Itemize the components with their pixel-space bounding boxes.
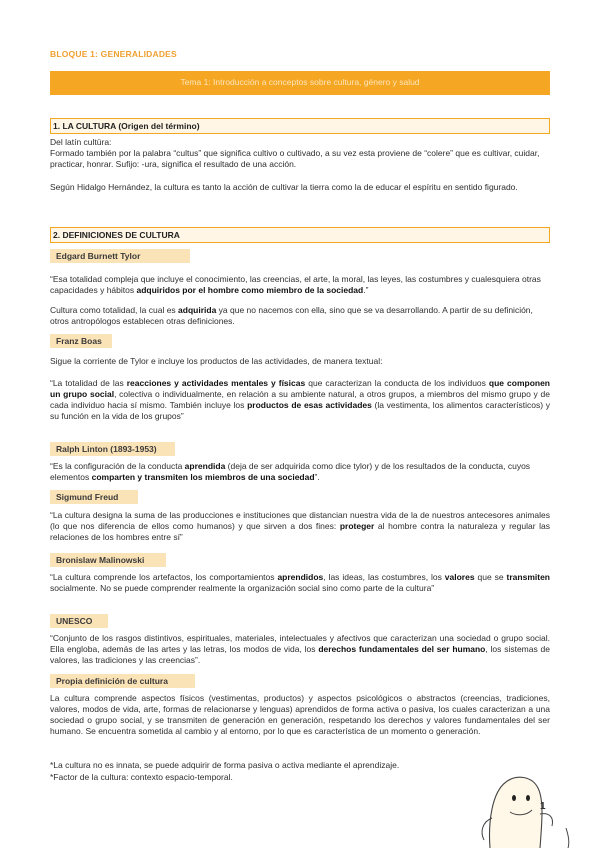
quote-freud — [50, 510, 550, 543]
quote-bold: aprendida — [184, 461, 226, 471]
etymology-text: Formado también por la palabra “cultus” que significa cultivo o cultivado, a su vez esta proviene de “colere” que es cultivar, cuidar, practicar, honrar. Sufijo: -ura, significa el resultado de una acción. — [50, 148, 540, 169]
ghost-doodle-icon — [470, 752, 590, 848]
quote-boas — [50, 378, 550, 422]
quote-linton — [50, 461, 550, 483]
subheading-propia — [50, 674, 195, 688]
quote-malinowski — [50, 572, 550, 594]
subheading-text: Sigmund Freud — [56, 492, 119, 502]
note-factor: *Factor de la cultura: contexto espacio-temporal. — [50, 772, 233, 782]
quote-bold: reacciones y actividades mentales y físicas — [126, 378, 306, 388]
quote-bold: comparten y transmiten los miembros de una sociedad — [91, 472, 315, 482]
subheading-text: Edgard Burnett Tylor — [56, 251, 141, 261]
paragraph-hidalgo: Según Hidalgo Hernández, la cultura es tanto la acción de cultivar la tierra como la de educar el espíritu en sentido figurado. — [50, 182, 518, 192]
quote-text: “Es la configuración de la conducta — [50, 461, 185, 471]
quote-text: (la vestimenta, los alimentos característicos) y su función en la vida de los grupos” — [50, 400, 550, 421]
para-bold: adquirida — [178, 305, 217, 315]
quote-text: “La cultura comprende los artefactos, los comportamientos — [50, 572, 278, 582]
subheading-text: UNESCO — [56, 616, 93, 626]
section-heading-text: 1. LA CULTURA (Origen del término) — [53, 121, 200, 131]
quote-bold: transmiten — [506, 572, 550, 582]
subheading-text: Franz Boas — [56, 336, 102, 346]
quote-text: , colectiva o individualmente, en relación a su ambiente natural, a otros grupos, a miembros del mismo grupo y de cada individuo hacia sí mismo. También incluye los — [50, 389, 550, 410]
subheading-linton — [50, 442, 175, 456]
subheading-text: Bronislaw Malinowski — [56, 555, 145, 565]
quote-tylor — [50, 274, 550, 296]
subheading-boas — [50, 334, 112, 348]
paragraph-propia: La cultura comprende aspectos físicos (vestimentas, productos) y aspectos psicológicos o abstractos (creencias, tradiciones, valores, modos de vida, arte, formas de relacionarse y lenguas) aprendidos de forma activa o pasiva, los cuales caracterizan a una sociedad o grupo social, y se transmiten de generación en generación, respetando los derechos y valores fundamentales del ser humano. Se encuentra sometida al cambio y al entorno, por lo que es característica de un momento o generación. — [50, 693, 550, 736]
quote-bold: derechos fundamentales del ser humano — [318, 644, 486, 654]
quote-unesco — [50, 633, 550, 666]
subheading-text: Ralph Linton (1893-1953) — [56, 444, 157, 454]
quote-text: (deja de ser adquirida como dice tylor) y de los resultados de la conducta, cuyos elementos — [50, 461, 531, 482]
quote-text: , las ideas, las costumbres, los — [323, 572, 445, 582]
page-number: 1 — [540, 801, 546, 812]
para-text: ya que no nacemos con ella, sino que se va desarrollando. A partir de su definición, otros antropólogos establecen otras definiciones. — [50, 305, 533, 326]
quote-bold: valores — [444, 572, 475, 582]
section-heading-cultura — [50, 118, 550, 134]
subheading-freud — [50, 490, 138, 504]
quote-text: socialmente. No se puede comprender realmente la organización social sino como parte de la cultura” — [50, 583, 435, 593]
subheading-text: Propia definición de cultura — [56, 676, 168, 686]
quote-text: “La totalidad de las — [50, 378, 127, 388]
quote-bold: que componen un grupo social — [50, 378, 551, 399]
subheading-unesco — [50, 614, 108, 628]
tema-banner — [50, 71, 550, 95]
quote-text: al hombre contra la naturaleza y regular las relaciones de los hombres entre sí” — [50, 521, 551, 542]
note-innata: *La cultura no es innata, se puede adquirir de forma pasiva o activa mediante el aprendizaje. — [50, 760, 400, 770]
paragraph-latin — [50, 137, 550, 170]
paragraph-tylor — [50, 305, 550, 327]
quote-bold: productos de esas actividades — [247, 400, 372, 410]
block-title: BLOQUE 1: GENERALIDADES — [50, 49, 177, 59]
quote-text: “Esa totalidad compleja que incluye el conocimiento, las creencias, el arte, la moral, las leyes, las costumbres y cualesquiera otras capacidades y hábitos — [50, 274, 541, 295]
quote-bold: proteger — [339, 521, 375, 531]
quote-text: que se — [474, 572, 507, 582]
quote-text: .” — [363, 285, 369, 295]
latin-line: Del latín cultüra: — [50, 137, 112, 147]
quote-text: “La cultura designa la suma de las producciones e instituciones que distancian nuestra vida de la de nuestros antecesores animales (lo que nos diferencia de ellos como humanos) y que sirven a dos fines: — [50, 510, 550, 531]
quote-text: “Conjunto de los rasgos distintivos, espirituales, materiales, intelectuales y afectivos que caracterizan una sociedad o grupo social. Ella engloba, además de las artes y las letras, los modos de vida, los — [50, 633, 550, 654]
para-text: Cultura como totalidad, la cual es — [50, 305, 179, 315]
section-heading-definiciones — [50, 227, 550, 243]
section-heading-text: 2. DEFINICIONES DE CULTURA — [53, 230, 180, 240]
quote-bold: aprendidos — [277, 572, 324, 582]
subheading-malinowski — [50, 553, 166, 567]
quote-text: , los sistemas de valores, las tradiciones y las creencias”. — [50, 644, 550, 665]
subheading-tylor — [50, 249, 190, 263]
quote-text: ”. — [314, 472, 320, 482]
paragraph-boas: Sigue la corriente de Tylor e incluye los productos de las actividades, de manera textual: — [50, 356, 383, 366]
quote-bold: adquiridos por el hombre como miembro de la sociedad — [136, 285, 364, 295]
quote-text: que caracterizan la conducta de los individuos — [305, 378, 489, 388]
tema-title: Tema 1: Introducción a conceptos sobre cultura, género y salud — [180, 77, 420, 87]
